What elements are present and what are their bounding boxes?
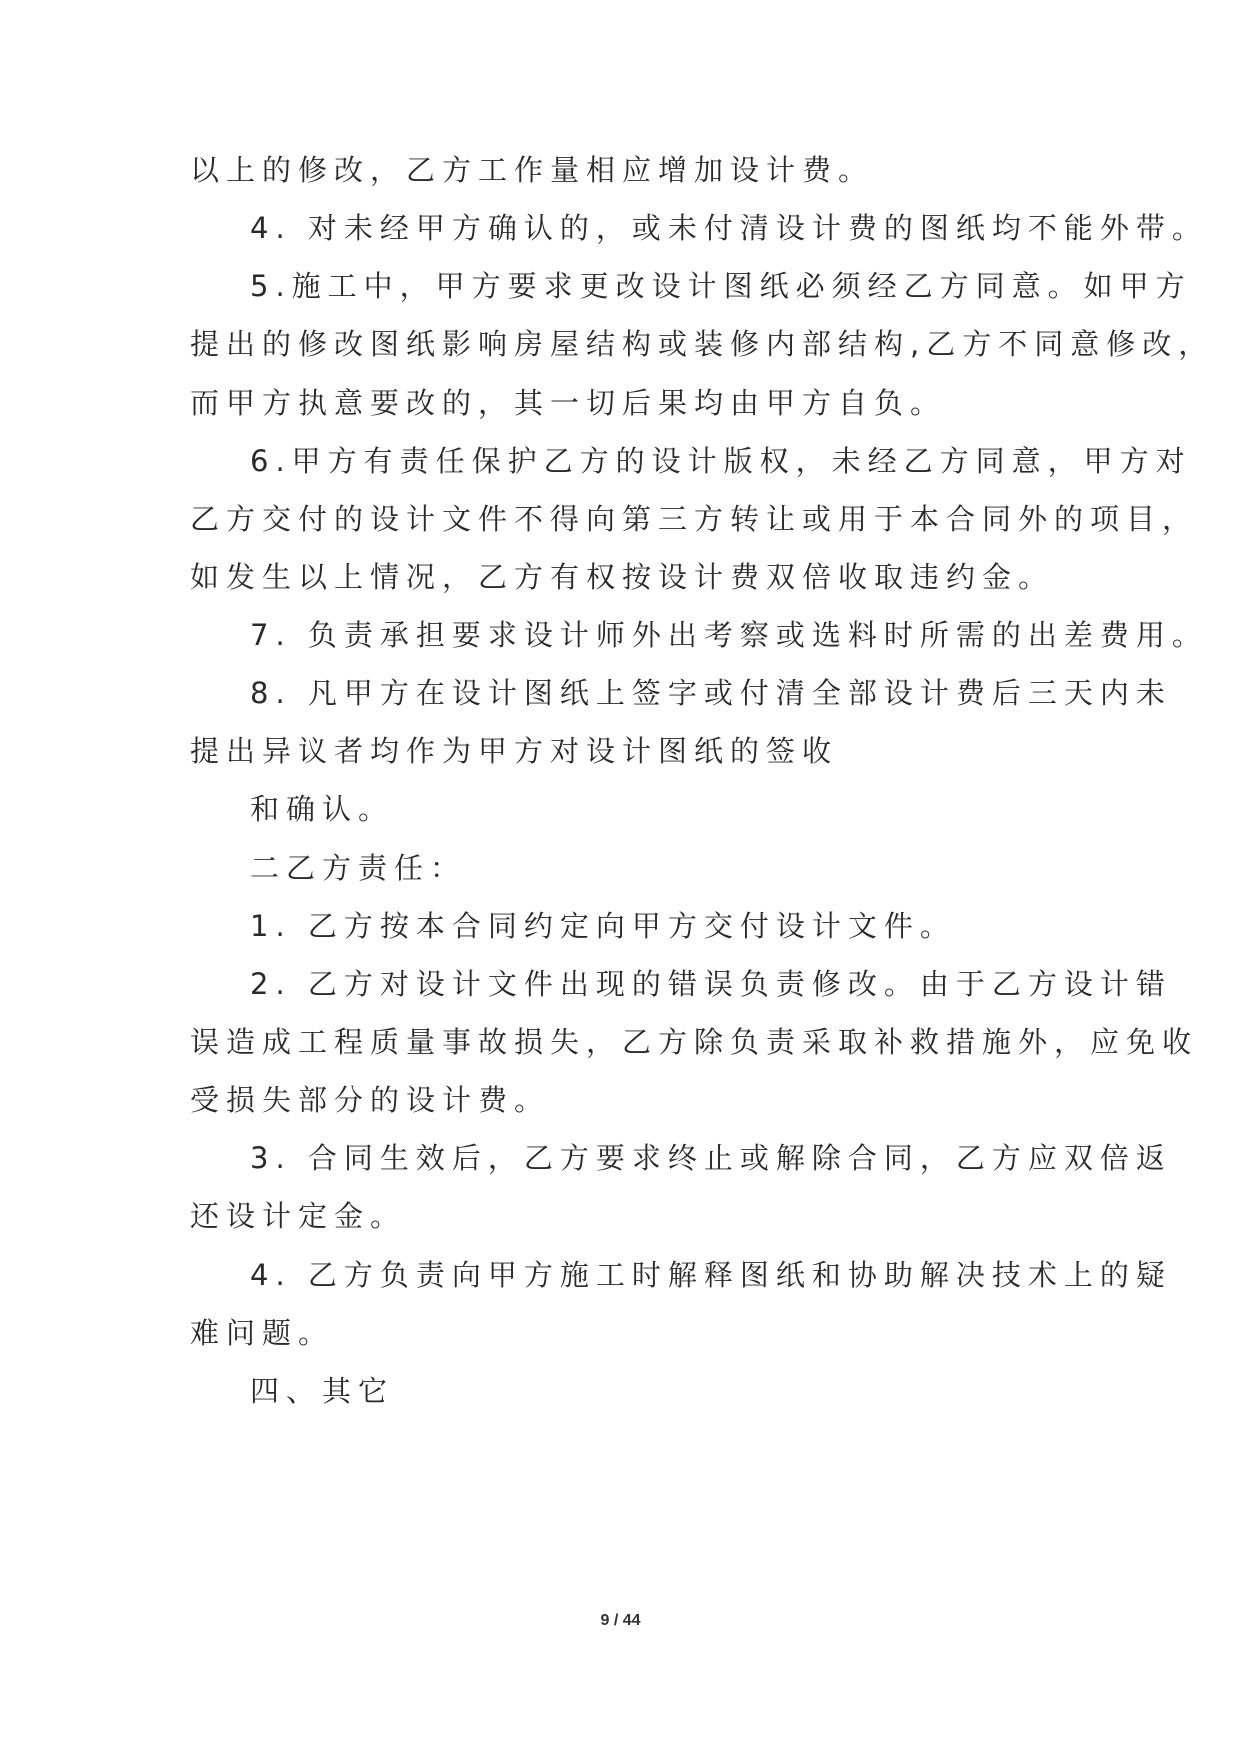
text-line: 如发生以上情况，乙方有权按设计费双倍收取违约金。 [190,560,1055,594]
text-line: 2. 乙方对设计文件出现的错误负责修改。由于乙方设计错 [250,967,1172,1001]
text-line: 7. 负责承担要求设计师外出考察或选料时所需的出差费用。 [250,618,1208,652]
page-number: 9 / 44 [600,1612,641,1629]
text-line: 8. 凡甲方在设计图纸上签字或付清全部设计费后三天内未 [250,676,1172,710]
section-heading: 二乙方责任： [250,851,467,885]
text-line: 提出的修改图纸影响房屋结构或装修内部结构,乙方不同意修改， [190,327,1215,361]
text-line: 受损失部分的设计费。 [190,1083,551,1117]
text-line: 以上的修改，乙方工作量相应增加设计费。 [190,153,875,187]
text-line: 3. 合同生效后，乙方要求终止或解除合同，乙方应双倍返 [250,1141,1172,1175]
text-line: 1. 乙方按本合同约定向甲方交付设计文件。 [250,909,956,943]
text-line: 5.施工中，甲方要求更改设计图纸必须经乙方同意。如甲方 [250,269,1192,303]
text-line: 4. 乙方负责向甲方施工时解释图纸和协助解决技术上的疑 [250,1258,1172,1292]
text-line: 乙方交付的设计文件不得向第三方转让或用于本合同外的项目， [190,502,1199,536]
section-heading: 四、其它 [250,1374,395,1408]
text-line: 4. 对未经甲方确认的，或未付清设计费的图纸均不能外带。 [250,211,1208,245]
text-line: 误造成工程质量事故损失，乙方除负责采取补救措施外，应免收 [190,1025,1199,1059]
text-line: 难问题。 [190,1316,335,1350]
text-line: 而甲方执意要改的，其一切后果均由甲方自负。 [190,386,947,420]
text-line: 和确认。 [250,792,395,826]
text-line: 提出异议者均作为甲方对设计图纸的签收 [190,734,839,768]
text-line: 还设计定金。 [190,1199,407,1233]
text-line: 6.甲方有责任保护乙方的设计版权，未经乙方同意，甲方对 [250,444,1192,478]
